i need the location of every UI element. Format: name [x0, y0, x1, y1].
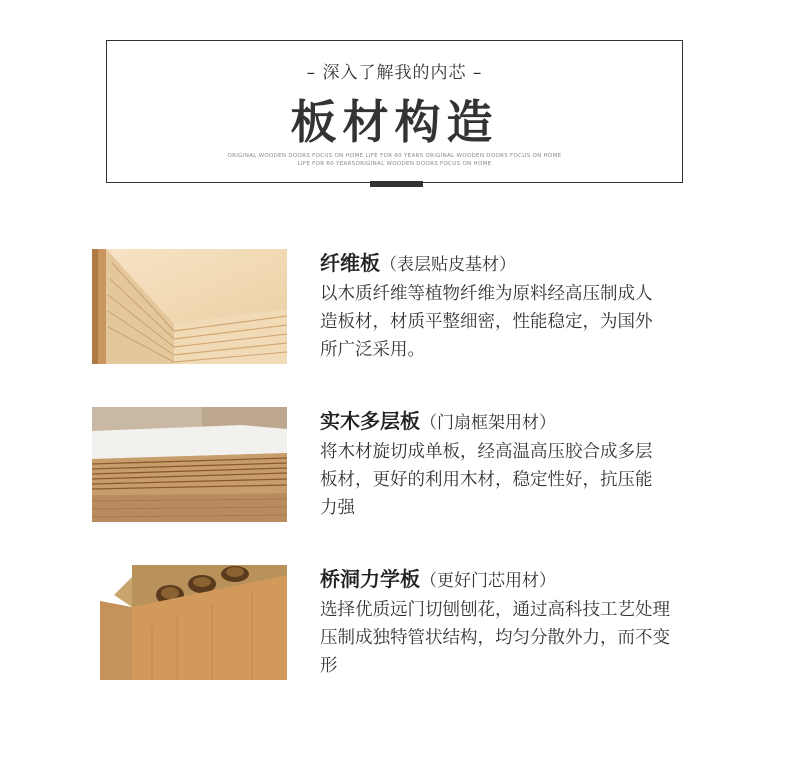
- material-text-block: [320, 407, 720, 522]
- description-line: 选择优质远门切刨刨花，通过高科技工艺处理: [320, 600, 670, 620]
- description-line: 将木材旋切成单板，经高温高压胶合成多层: [320, 442, 653, 462]
- description-line: 力强: [320, 498, 355, 518]
- tubular-board-image: [92, 565, 287, 680]
- material-description: [320, 280, 720, 364]
- header-subtitle: – 深入了解我的内芯 –: [306, 63, 483, 83]
- material-description: [320, 596, 720, 680]
- description-line: 以木质纤维等植物纤维为原料经高压制成人: [320, 284, 653, 304]
- material-name: 桥洞力学板: [320, 567, 420, 591]
- section-header: [106, 40, 683, 183]
- header-tagline: ORIGINAL WOODEN DOORS FOCUS ON HOME LIFE FOR 60 YEARS ORIGINAL WOODEN DOORS FOCUS ON HOME LIFE FOR 60 YEARSORIGINAL WOODEN DOORS FOCUS ON HOME: [227, 153, 562, 167]
- description-line: 形: [320, 656, 338, 676]
- material-usage: （门扇框架用材）: [420, 413, 556, 433]
- material-text-block: [320, 249, 720, 364]
- description-line: 所广泛采用。: [320, 340, 425, 360]
- description-line: 压制成独特管状结构，均匀分散外力，而不变: [320, 628, 670, 648]
- header-accent-bar: [370, 181, 423, 187]
- plywood-image: [92, 407, 287, 522]
- description-line: 板材，更好的利用木材，稳定性好，抗压能: [320, 470, 653, 490]
- material-text-block: [320, 565, 720, 680]
- material-row-plywood: [92, 407, 722, 527]
- material-usage: （更好门芯用材）: [420, 571, 556, 591]
- description-line: 造板材，材质平整细密，性能稳定，为国外: [320, 312, 653, 332]
- header-title: 板材构造: [290, 95, 499, 149]
- material-usage: （表层贴皮基材）: [380, 255, 516, 275]
- fiberboard-image: [92, 249, 287, 364]
- material-row-fiberboard: [92, 249, 722, 369]
- material-description: [320, 438, 720, 522]
- material-name: 纤维板: [320, 251, 380, 275]
- material-name: 实木多层板: [320, 409, 420, 433]
- material-row-tubular-board: [92, 565, 722, 685]
